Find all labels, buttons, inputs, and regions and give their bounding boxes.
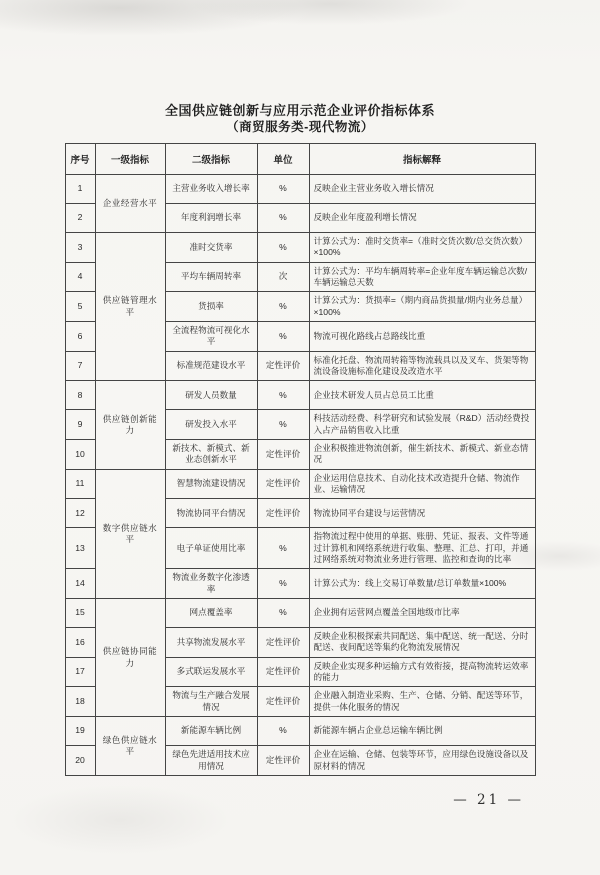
explanation-cell: 新能源车辆占企业总运输车辆比例 [309, 717, 535, 746]
row-number-cell: 5 [65, 292, 95, 322]
level2-indicator-cell: 平均车辆周转率 [165, 262, 257, 292]
explanation-cell: 企业技术研发人员占总员工比重 [309, 381, 535, 410]
row-number-cell: 15 [65, 599, 95, 628]
unit-cell: % [257, 321, 309, 351]
page-number: — 21 — [453, 792, 524, 808]
column-header-2: 二级指标 [165, 143, 257, 174]
title-block [0, 0, 600, 136]
level2-indicator-cell: 年度利润增长率 [165, 203, 257, 232]
explanation-cell: 计算公式为：货损率=（期内商品货损量/期内业务总量）×100% [309, 292, 535, 322]
explanation-cell: 企业融入制造业采购、生产、仓储、分销、配送等环节，提供一体化服务的情况 [309, 687, 535, 717]
level2-indicator-cell: 物流与生产融合发展情况 [165, 687, 257, 717]
level2-indicator-cell: 多式联运发展水平 [165, 657, 257, 687]
level2-indicator-cell: 标准规范建设水平 [165, 351, 257, 381]
unit-cell: 定性评价 [257, 687, 309, 717]
row-number-cell: 20 [65, 746, 95, 776]
table-header-row [65, 143, 535, 174]
level2-indicator-cell: 主营业务收入增长率 [165, 174, 257, 203]
level2-indicator-cell: 绿色先进适用技术应用情况 [165, 746, 257, 776]
explanation-cell: 物流可视化路线占总路线比重 [309, 321, 535, 351]
level2-indicator-cell: 新能源车辆比例 [165, 717, 257, 746]
level2-indicator-cell: 物流协同平台情况 [165, 499, 257, 528]
explanation-cell: 指物流过程中使用的单据、账册、凭证、报表、文件等通过计算机和网络系统进行收集、整理、汇总、打印，并通过网络系统对物流业务进行管理、监控和查询的比率 [309, 528, 535, 569]
row-number-cell: 16 [65, 628, 95, 658]
level1-indicator-cell: 数字供应链水平 [95, 469, 165, 598]
level2-indicator-cell: 研发人员数量 [165, 381, 257, 410]
explanation-cell: 反映企业实现多种运输方式有效衔接，提高物流转运效率的能力 [309, 657, 535, 687]
row-number-cell: 11 [65, 469, 95, 499]
row-number-cell: 18 [65, 687, 95, 717]
unit-cell: % [257, 381, 309, 410]
level2-indicator-cell: 新技术、新模式、新业态创新水平 [165, 440, 257, 470]
explanation-cell: 企业拥有运营网点覆盖全国地级市比率 [309, 599, 535, 628]
explanation-cell: 计算公式为：线上交易订单数量/总订单数量×100% [309, 569, 535, 599]
row-number-cell: 2 [65, 203, 95, 232]
unit-cell: 次 [257, 262, 309, 292]
row-number-cell: 7 [65, 351, 95, 381]
row-number-cell: 12 [65, 499, 95, 528]
row-number-cell: 4 [65, 262, 95, 292]
unit-cell: % [257, 174, 309, 203]
table-row [65, 599, 535, 628]
row-number-cell: 3 [65, 232, 95, 262]
level2-indicator-cell: 全流程物流可视化水平 [165, 321, 257, 351]
indicator-table [65, 143, 536, 776]
unit-cell: % [257, 717, 309, 746]
explanation-cell: 计算公式为：平均车辆周转率=企业年度车辆运输总次数/车辆运输总天数 [309, 262, 535, 292]
level2-indicator-cell: 准时交货率 [165, 232, 257, 262]
row-number-cell: 19 [65, 717, 95, 746]
explanation-cell: 科技活动经费、科学研究和试验发展（R&D）活动经费投入占产品销售收入比重 [309, 410, 535, 440]
row-number-cell: 9 [65, 410, 95, 440]
explanation-cell: 反映企业年度盈利增长情况 [309, 203, 535, 232]
row-number-cell: 14 [65, 569, 95, 599]
explanation-cell: 反映企业主营业务收入增长情况 [309, 174, 535, 203]
unit-cell: % [257, 528, 309, 569]
unit-cell: 定性评价 [257, 469, 309, 499]
explanation-cell: 标准化托盘、物流周转箱等物流载具以及叉车、货架等物流设备设施标准化建设及改造水平 [309, 351, 535, 381]
level2-indicator-cell: 研发投入水平 [165, 410, 257, 440]
explanation-cell: 企业在运输、仓储、包装等环节，应用绿色设施设备以及原材料的情况 [309, 746, 535, 776]
row-number-cell: 6 [65, 321, 95, 351]
unit-cell: % [257, 569, 309, 599]
column-header-1: 一级指标 [95, 143, 165, 174]
level2-indicator-cell: 物流业务数字化渗透率 [165, 569, 257, 599]
level1-indicator-cell: 供应链管理水平 [95, 232, 165, 380]
level1-indicator-cell: 企业经营水平 [95, 174, 165, 232]
row-number-cell: 13 [65, 528, 95, 569]
table-row [65, 174, 535, 203]
unit-cell: 定性评价 [257, 746, 309, 776]
unit-cell: % [257, 599, 309, 628]
level1-indicator-cell: 绿色供应链水平 [95, 717, 165, 776]
level2-indicator-cell: 货损率 [165, 292, 257, 322]
unit-cell: 定性评价 [257, 351, 309, 381]
unit-cell: % [257, 203, 309, 232]
page-title: 全国供应链创新与应用示范企业评价指标体系 [164, 103, 435, 118]
row-number-cell: 8 [65, 381, 95, 410]
explanation-cell: 反映企业积极探索共同配送、集中配送、统一配送、分时配送、夜间配送等集约化物流发展情况 [309, 628, 535, 658]
unit-cell: 定性评价 [257, 628, 309, 658]
explanation-cell: 计算公式为：准时交货率=（准时交货次数/总交货次数）×100% [309, 232, 535, 262]
level2-indicator-cell: 电子单证使用比率 [165, 528, 257, 569]
level2-indicator-cell: 网点覆盖率 [165, 599, 257, 628]
level2-indicator-cell: 智慧物流建设情况 [165, 469, 257, 499]
table-row [65, 381, 535, 410]
table-row [65, 717, 535, 746]
column-header-0: 序号 [65, 143, 95, 174]
unit-cell: % [257, 410, 309, 440]
row-number-cell: 1 [65, 174, 95, 203]
row-number-cell: 17 [65, 657, 95, 687]
explanation-cell: 企业积极推进物流创新，催生新技术、新模式、新业态情况 [309, 440, 535, 470]
explanation-cell: 企业运用信息技术、自动化技术改造提升仓储、物流作业、运输情况 [309, 469, 535, 499]
page-subtitle: （商贸服务类-现代物流） [226, 120, 374, 135]
explanation-cell: 物流协同平台建设与运营情况 [309, 499, 535, 528]
table-row [65, 232, 535, 262]
unit-cell: 定性评价 [257, 657, 309, 687]
unit-cell: 定性评价 [257, 499, 309, 528]
unit-cell: 定性评价 [257, 440, 309, 470]
level2-indicator-cell: 共享物流发展水平 [165, 628, 257, 658]
level1-indicator-cell: 供应链创新能力 [95, 381, 165, 469]
unit-cell: % [257, 232, 309, 262]
unit-cell: % [257, 292, 309, 322]
column-header-3: 单位 [257, 143, 309, 174]
row-number-cell: 10 [65, 440, 95, 470]
level1-indicator-cell: 供应链协同能力 [95, 599, 165, 717]
column-header-4: 指标解释 [309, 143, 535, 174]
table-row [65, 469, 535, 499]
